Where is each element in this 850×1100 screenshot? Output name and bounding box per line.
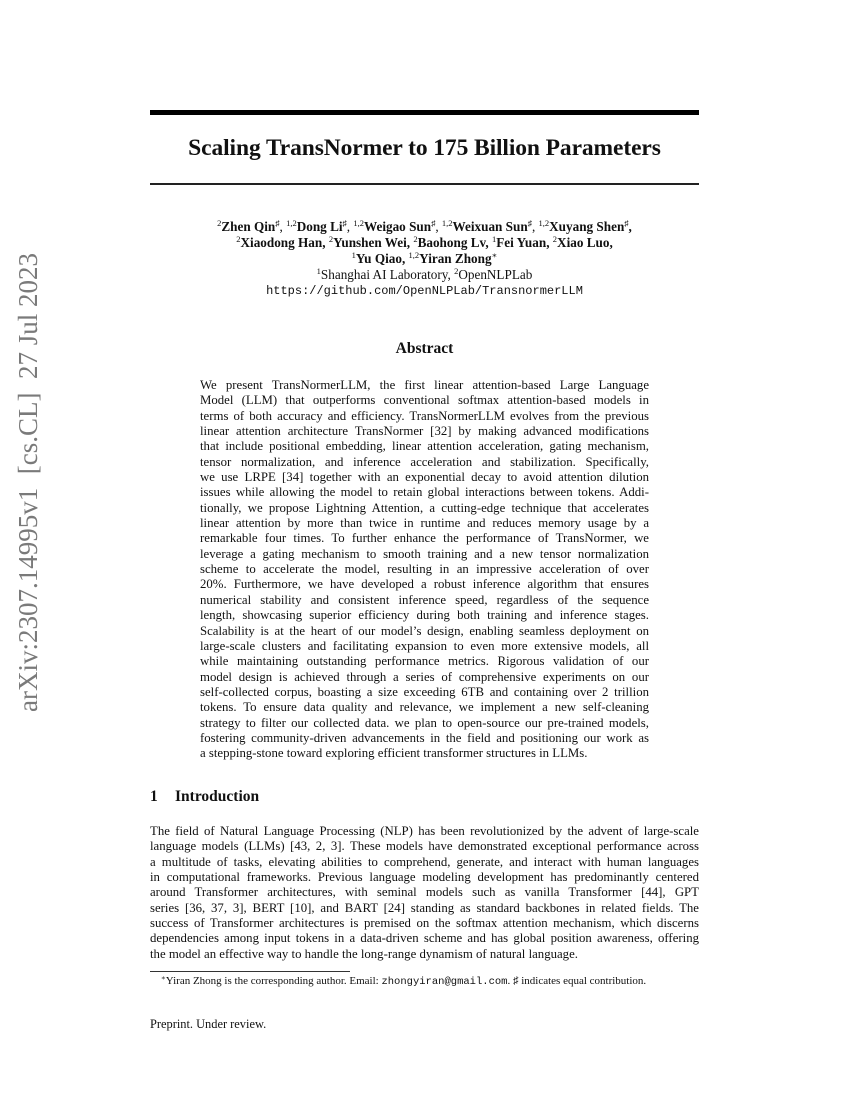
intro-line: dependencies among input tokens in a data-driven scheme and has global position awareness, offering <box>150 931 699 946</box>
author: $^{1,2}$Weixuan Sun♯ <box>441 218 532 234</box>
footnote-mark: ∗ <box>161 974 166 982</box>
abstract-line: numerical stability and consistent inference speed, regardless of the sequence <box>200 592 649 607</box>
abstract-line: terms of both accuracy and efficiency. TransNormerLLM evolves from the previous <box>200 408 649 423</box>
author: $^2$Zhen Qin♯ <box>217 218 280 234</box>
abstract-line: Scalability is at the heart of our model’s design, enabling seamless deployment on <box>200 623 649 638</box>
abstract-line: 20%. Furthermore, we have developed a robust inference algorithm that ensures <box>200 577 649 592</box>
footnote: ∗Yiran Zhong is the corresponding author. Email: zhongyiran@gmail.com. ♯ indicates equal contribution. <box>161 974 647 988</box>
abstract-line: strategy to filter our collected data. we plan to open-source our pre-trained models, <box>200 715 649 730</box>
intro-line: around Transformer architectures, with seminal models such as vanilla Transformer [44], GPT <box>150 885 699 900</box>
author-line-3: $^1$Yu Qiao, $^{1,2}$Yiran Zhong∗ <box>351 250 498 266</box>
author-block <box>150 219 699 299</box>
abstract-line: while maintaining outstanding performance metrics. Rigorous validation of our <box>200 654 649 669</box>
abstract-line: scheme to accelerate the model, resulting in an impressive acceleration of over <box>200 562 649 577</box>
author: $^{1,2}$Xuyang Shen♯ <box>538 218 629 234</box>
author: $^1$Fei Yuan <box>491 234 547 250</box>
arxiv-id: arXiv:2307.14995v1 <box>13 487 43 712</box>
intro-line: language models (LLMs) [43, 2, 3]. These models have demonstrated exceptional performance across <box>150 839 699 854</box>
abstract-line: large-scale clusters and facilitating expansion to even more extensive models, all <box>200 638 649 653</box>
abstract-line: remarkable four times. To further enhance the performance of TransNormer, we <box>200 531 649 546</box>
abstract-heading: Abstract <box>395 340 454 357</box>
abstract-line: tionally, we propose Lightning Attention, a cutting-edge technique that accelerates <box>200 500 649 515</box>
author: $^2$Baohong Lv <box>413 234 486 250</box>
abstract-line: tokens. To ensure data quality and relevance, we implement a new self-cleaning <box>200 700 649 715</box>
intro-line: in computational frameworks. Previous language modeling development has predominantly centered <box>150 870 699 885</box>
arxiv-stamp <box>8 253 58 712</box>
abstract-line: issues while allowing the model to retain global interactions between tokens. Addi- <box>200 485 649 500</box>
title-bottom-rule <box>150 183 699 185</box>
abstract-line: Model (LLM) that outperforms conventional softmax attention-based models in <box>200 393 649 408</box>
intro-line: the model an effective way to handle the long-range dynamism of natural language. <box>150 946 578 961</box>
arxiv-category: [cs.CL] <box>13 392 43 475</box>
intro-line: a multitude of tasks, elevating abilities to comprehend, generate, and interact with human languages <box>150 854 699 869</box>
author-line-1: $^2$Zhen Qin♯, $^{1,2}$Dong Li♯, $^{1,2}$Weigao Sun♯, $^{1,2}$Weixuan Sun♯, $^{1,2}$Xuyang Shen♯, <box>217 218 632 234</box>
abstract-body <box>200 378 649 762</box>
intro-line: success of Transformer architectures is premised on the softmax attention mechanism, which discerns <box>150 916 699 931</box>
abstract-line: length, showcasing superior efficiency during both training and inference stages. <box>200 608 649 623</box>
author: $^1$Yu Qiao <box>351 250 402 266</box>
abstract-line: leverage a gating mechanism to smooth training and a new tensor normalization <box>200 546 649 561</box>
abstract-line: that include positional embedding, linear attention acceleration, gating mechanism, <box>200 439 649 454</box>
intro-line: series [36, 37, 3], BERT [10], and BART [24] standing as standard backbones in related fields. The <box>150 900 699 915</box>
abstract-line: we use LRPE [34] together with an exponential decay to avoid attention dilution <box>200 470 649 485</box>
section-number: 1 <box>150 788 158 805</box>
github-link[interactable]: https://github.com/OpenNLPLab/TransnormerLLM <box>266 284 583 298</box>
preprint-notice: Preprint. Under review. <box>150 1017 267 1031</box>
intro-line: The field of Natural Language Processing (NLP) has been revolutionized by the advent of large-scale <box>150 824 699 838</box>
author: $^2$Yunshen Wei <box>328 234 407 250</box>
introduction-body <box>150 824 699 962</box>
section-heading-introduction <box>150 788 259 806</box>
author: $^{1,2}$Yiran Zhong∗ <box>408 250 498 266</box>
arxiv-date: 27 Jul 2023 <box>13 253 43 380</box>
email-link[interactable]: zhongyiran@gmail.com <box>381 976 508 988</box>
author: $^{1,2}$Dong Li♯ <box>286 218 347 234</box>
paper-title: Scaling TransNormer to 175 Billion Parameters <box>188 135 661 161</box>
author: $^{1,2}$Weigao Sun♯ <box>353 218 436 234</box>
author: $^2$Xiao Luo <box>552 234 610 250</box>
section-title: Introduction <box>175 788 260 805</box>
title-top-rule <box>150 110 699 115</box>
footnote-rule <box>150 971 350 972</box>
abstract-line: linear attention architecture TransNormer [32] by making advanced modifications <box>200 424 649 439</box>
abstract-line: a stepping-stone toward exploring efficient transformer structures in LLMs. <box>200 746 588 761</box>
abstract-line: fostering community-driven advancements in the field and positioning our work as <box>200 730 649 745</box>
abstract-line: model design is achieved through a series of comprehensive experiments on our <box>200 669 649 684</box>
author-line-2: $^2$Xiaodong Han, $^2$Yunshen Wei, $^2$Baohong Lv, $^1$Fei Yuan, $^2$Xiao Luo, <box>236 234 613 250</box>
abstract-line: self-collected corpus, boasting a size exceeding 6TB and containing over 2 trillion <box>200 684 649 699</box>
abstract-line: We present TransNormerLLM, the first linear attention-based Large Language <box>200 378 649 392</box>
abstract-line: tensor normalization, and inference acceleration and stabilization. Specifically, <box>200 454 649 469</box>
affiliations: $^1$Shanghai AI Laboratory, $^2$OpenNLPLab <box>316 266 533 282</box>
author: $^2$Xiaodong Han <box>236 234 323 250</box>
abstract-line: linear attention by more than twice in runtime and reduces memory usage by a <box>200 516 649 531</box>
